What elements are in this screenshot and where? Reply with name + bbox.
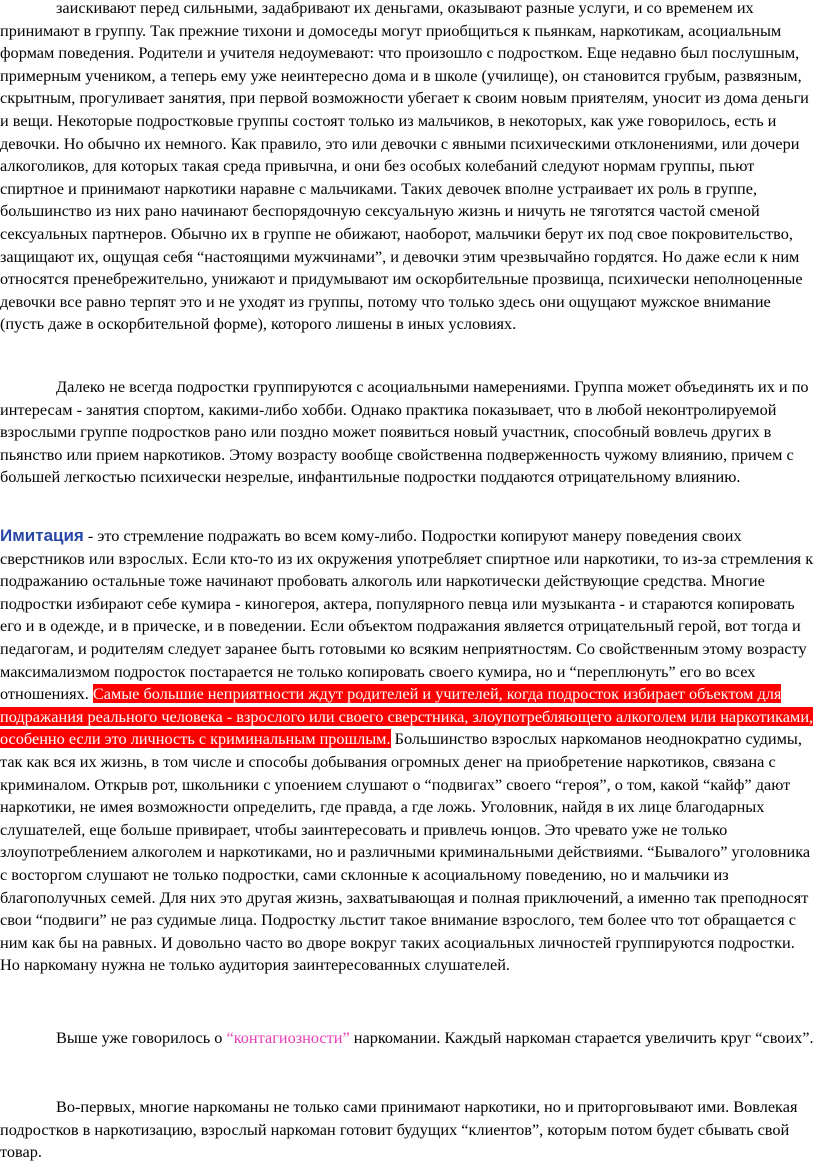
paragraph-4-text-after: наркомании. Каждый наркоман старается увеличить круг “своих”. [349,1028,814,1047]
contagiousness-link[interactable]: “контагиозности” [226,1028,350,1047]
paragraph-1-text: заискивают перед сильными, задабривают их деньгами, оказывают разные услуги, и со временем их принимают в группу. Так прежние тихони и домоседы могут приобщиться к пьянкам, наркотикам, асоциальным формам поведения. Родители и учителя недоумевают: что произошло с подростком. Еще недавно был послушным, примерным учеником, а теперь ему уже неинтересно дома и в школе (училище), он становится грубым, развязным, скрытным, прогуливает занятия, при первой возможности убегает к своим новым приятелям, уносит из дома деньги и вещи. Некоторые подростковые группы состоят только из мальчиков, в некоторых, как уже говорилось, есть и девочки. Но обычно их немного. Как правило, это или девочки с явными психическими отклонениями, или дочери алкоголиков, для которых такая среда привычна, и они без особых колебаний следуют нормам группы, пьют спиртное и принимают наркотики наравне с мальчиками. Таких девочек вполне устраивает их роль в группе, большинство из них рано начинают беспорядочную сексуальную жизнь и ничуть не тяготятся частой сменой сексуальных партнеров. Обычно их в группе не обижают, наоборот, мальчики берут их под свое покровительство, защищают их, ощущая себя “настоящими мужчинами”, и девочки этим чрезвычайно гордятся. Но даже если к ним относятся пренебрежительно, унижают и придумывают им оскорбительные прозвища, психически неполноценные девочки все равно терпят это и не уходят из группы, потому что только здесь они ощущают мужское внимание (пусть даже в оскорбительной форме), которого лишены в иных условиях. [0,0,809,334]
paragraph-2 [0,376,816,489]
paragraph-3-text-after: Большинство взрослых наркоманов неоднократно судимы, так как вся их жизнь, в том числе и способы добывания огромных денег на приобретение наркотиков, связана с криминалом. Открыв рот, школьники с упоением слушают о “подвигах” своего “героя”, о том, какой “кайф” дают наркотики, не имея возможности определить, где правда, а где ложь. Уголовник, найдя в их лице благодарных слушателей, еще больше привирает, чтобы заинтересовать и привлечь юнцов. Это чревато уже не только злоупотреблением алкоголем и наркотиками, но и различными криминальными действиями. “Бывалого” уголовника с восторгом слушают не только подростки, сами склонные к асоциальному поведению, но и мальчики из благополучных семей. Для них это другая жизнь, захватывающая и полная приключений, а именно так преподносят свои “подвиги” не раз судимые лица. Подростку льстит такое внимание взрослого, тем более что тот обращается с ним как бы на равных. И довольно часто во дворе вокруг таких асоциальных личностей группируются подростки. Но наркоману нужна не только аудитория заинтересованных слушателей. [0,729,811,975]
paragraph-4 [0,1027,816,1050]
paragraph-1 [0,0,816,336]
paragraph-imitation [0,525,816,977]
paragraph-4-text-before: Выше уже говорилось о [56,1028,227,1047]
paragraph-5 [0,1096,816,1164]
paragraph-2-text: Далеко не всегда подростки группируются с асоциальными намерениями. Группа может объединять их и по интересам - занятия спортом, какими-либо хобби. Однако практика показывает, что в любой неконтролируемой взрослыми группе подростков рано или поздно может появиться новый участник, способный вовлечь других в пьянство или прием наркотиков. Этому возрасту вообще свойственна подверженность чужому влиянию, причем с большей легкостью психически незрелые, инфантильные подростки поддаются отрицательному влиянию. [0,377,809,487]
term-imitation: Имитация [0,526,84,545]
highlighted-sentence: Самые большие неприятности ждут родителей и учителей, когда подросток избирает объектом для подражания реального человека - взрослого или своего сверстника, злоупотребляющего алкоголем или наркотиками, особенно если это личность с криминальным прошлым. [0,684,814,749]
paragraph-5-text: Во-первых, многие наркоманы не только сами принимают наркотики, но и приторговывают ими. Вовлекая подростков в наркотизацию, взрослый наркоман готовит будущих “клиентов”, которым потом будет сбывать свой товар. [0,1097,798,1162]
paragraph-3-text-before: - это стремление подражать во всем кому-либо. Подростки копируют манеру поведения своих сверстников или взрослых. Если кто-то из их окружения употребляет спиртное или наркотики, то из-за стремления к подражанию остальные тоже начинают пробовать алкоголь или наркотически действующие средства. Многие подростки избирают себе кумира - киногероя, актера, популярного певца или музыканта - и стараются копировать его и в одежде, и в прическе, и в поведении. Если объектом подражания является отрицательный герой, вот тогда и педагогам, и родителям следует заранее быть готовыми ко всяким неприятностям. Со свойственным этому возрасту максимализмом подросток постарается не только копировать своего кумира, но и “переплюнуть” его во всех отношениях. [0,526,814,704]
